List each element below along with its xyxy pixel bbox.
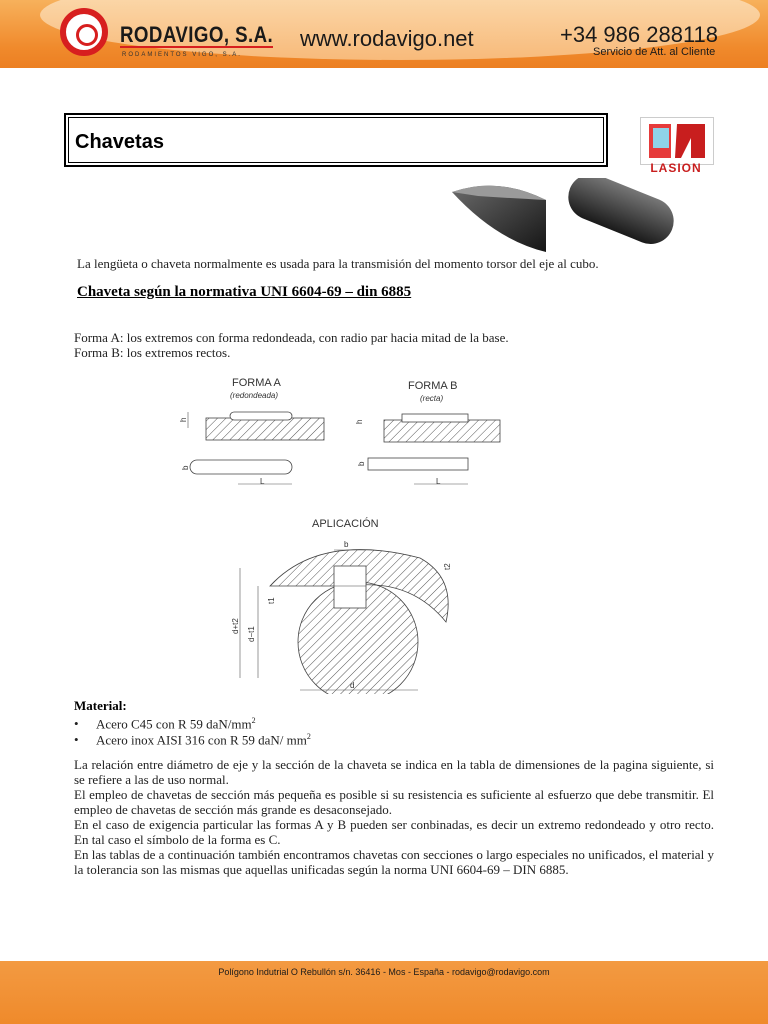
footer-address: Polígono Indutrial O Rebullón s/n. 36416 - Mos - España - rodavigo@rodavigo.com — [218, 967, 550, 977]
lasion-logo-text: LASION — [650, 161, 702, 175]
section-subtitle: Chaveta según la normativa UNI 6604-69 – din 6885 — [77, 284, 412, 300]
forma-a-b-label: b — [181, 465, 190, 470]
material-heading: Material: — [74, 698, 127, 713]
aplicacion-title: APLICACIÓN — [312, 518, 379, 530]
forma-a-hub — [206, 418, 324, 440]
material-item — [74, 729, 474, 747]
forma-b-key — [402, 414, 468, 422]
forma-a-title: FORMA A — [232, 377, 281, 389]
material-item-text: Acero inox AISI 316 con R 59 daN/ mm — [96, 732, 307, 748]
paragraph: El empleo de chavetas de sección más pequeña es posible si su resistencia es suficiente al esfuerzo que debe transmitir. El empleo de chavetas de sección más grande es desaconsejado. — [74, 787, 714, 817]
forma-b-text: Forma B: los extremos rectos. — [74, 345, 231, 360]
footer-bar — [0, 961, 768, 1024]
material-item-sup: 2 — [251, 716, 256, 725]
company-name: RODAVIGO, S.A. — [120, 22, 274, 47]
bearing-logo-icon — [60, 8, 108, 56]
intro-text: La lengüeta o chaveta normalmente es usada para la transmisión del momento torsor del eje al cubo. — [77, 256, 599, 271]
material-item-text: Acero C45 con R 59 daN/mm — [96, 716, 252, 732]
key-diagram — [170, 372, 510, 694]
website-link[interactable]: www.rodavigo.net — [300, 26, 474, 51]
keys-photo — [438, 178, 676, 260]
service-label: Servicio de Att. al Cliente — [593, 46, 716, 58]
forma-a-top-view — [190, 460, 292, 474]
app-d-minus-t1-label: d−t1 — [247, 626, 256, 642]
paragraph: En el caso de exigencia particular las formas A y B pueden ser conbinadas, es decir un extremo redondeado y otro recto. En tal caso el símbolo de la forma es C. — [74, 817, 714, 847]
lasion-logo-mark — [640, 117, 714, 165]
forma-b-b-label: b — [357, 461, 366, 466]
forma-b-title: FORMA B — [408, 380, 458, 392]
app-t1-label: t1 — [267, 597, 276, 604]
app-d-label: d — [350, 681, 355, 690]
forma-a-l-label: L — [260, 477, 265, 486]
bullet-dot: • — [74, 716, 79, 732]
app-d-plus-t2-label: d+t2 — [231, 618, 240, 634]
app-t2-label: t2 — [443, 563, 452, 570]
forma-b-subtitle: (recta) — [420, 394, 444, 403]
page-title: Chavetas — [75, 131, 164, 153]
forma-a-subtitle: (redondeada) — [230, 391, 279, 400]
forma-b-h-label: h — [355, 419, 364, 424]
forma-b-l-label: L — [436, 477, 441, 486]
forma-b-top-view — [368, 458, 468, 470]
title-box — [64, 113, 608, 167]
forma-a-h-label: h — [179, 417, 188, 422]
forma-a-key — [230, 412, 292, 420]
forma-b-hub — [384, 420, 500, 442]
key-section — [334, 566, 366, 608]
forma-a-text: Forma A: los extremos con forma redondeada, con radio par hacia mitad de la base. — [74, 330, 509, 345]
paragraph: En las tablas de a continuación también encontramos chavetas con secciones o largo especiales no unificados, el material y la tolerancia son las mismas que aquellas unificadas según la norma UNI 6604-69 – DIN 6885. — [74, 847, 714, 877]
paragraph: La relación entre diámetro de eje y la sección de la chaveta se indica en la tabla de dimensiones de la pagina siguiente, si se refiere a las de uso normal. — [74, 757, 714, 787]
phone-number[interactable]: +34 986 288118 — [560, 22, 719, 47]
lasion-logo — [640, 117, 712, 175]
company-subname: RODAMIENTOS VIGO, S.A. — [122, 52, 242, 58]
header-banner — [0, 0, 768, 68]
material-item-sup: 2 — [306, 732, 311, 741]
bullet-dot: • — [74, 732, 79, 748]
app-b-label: b — [344, 540, 349, 549]
